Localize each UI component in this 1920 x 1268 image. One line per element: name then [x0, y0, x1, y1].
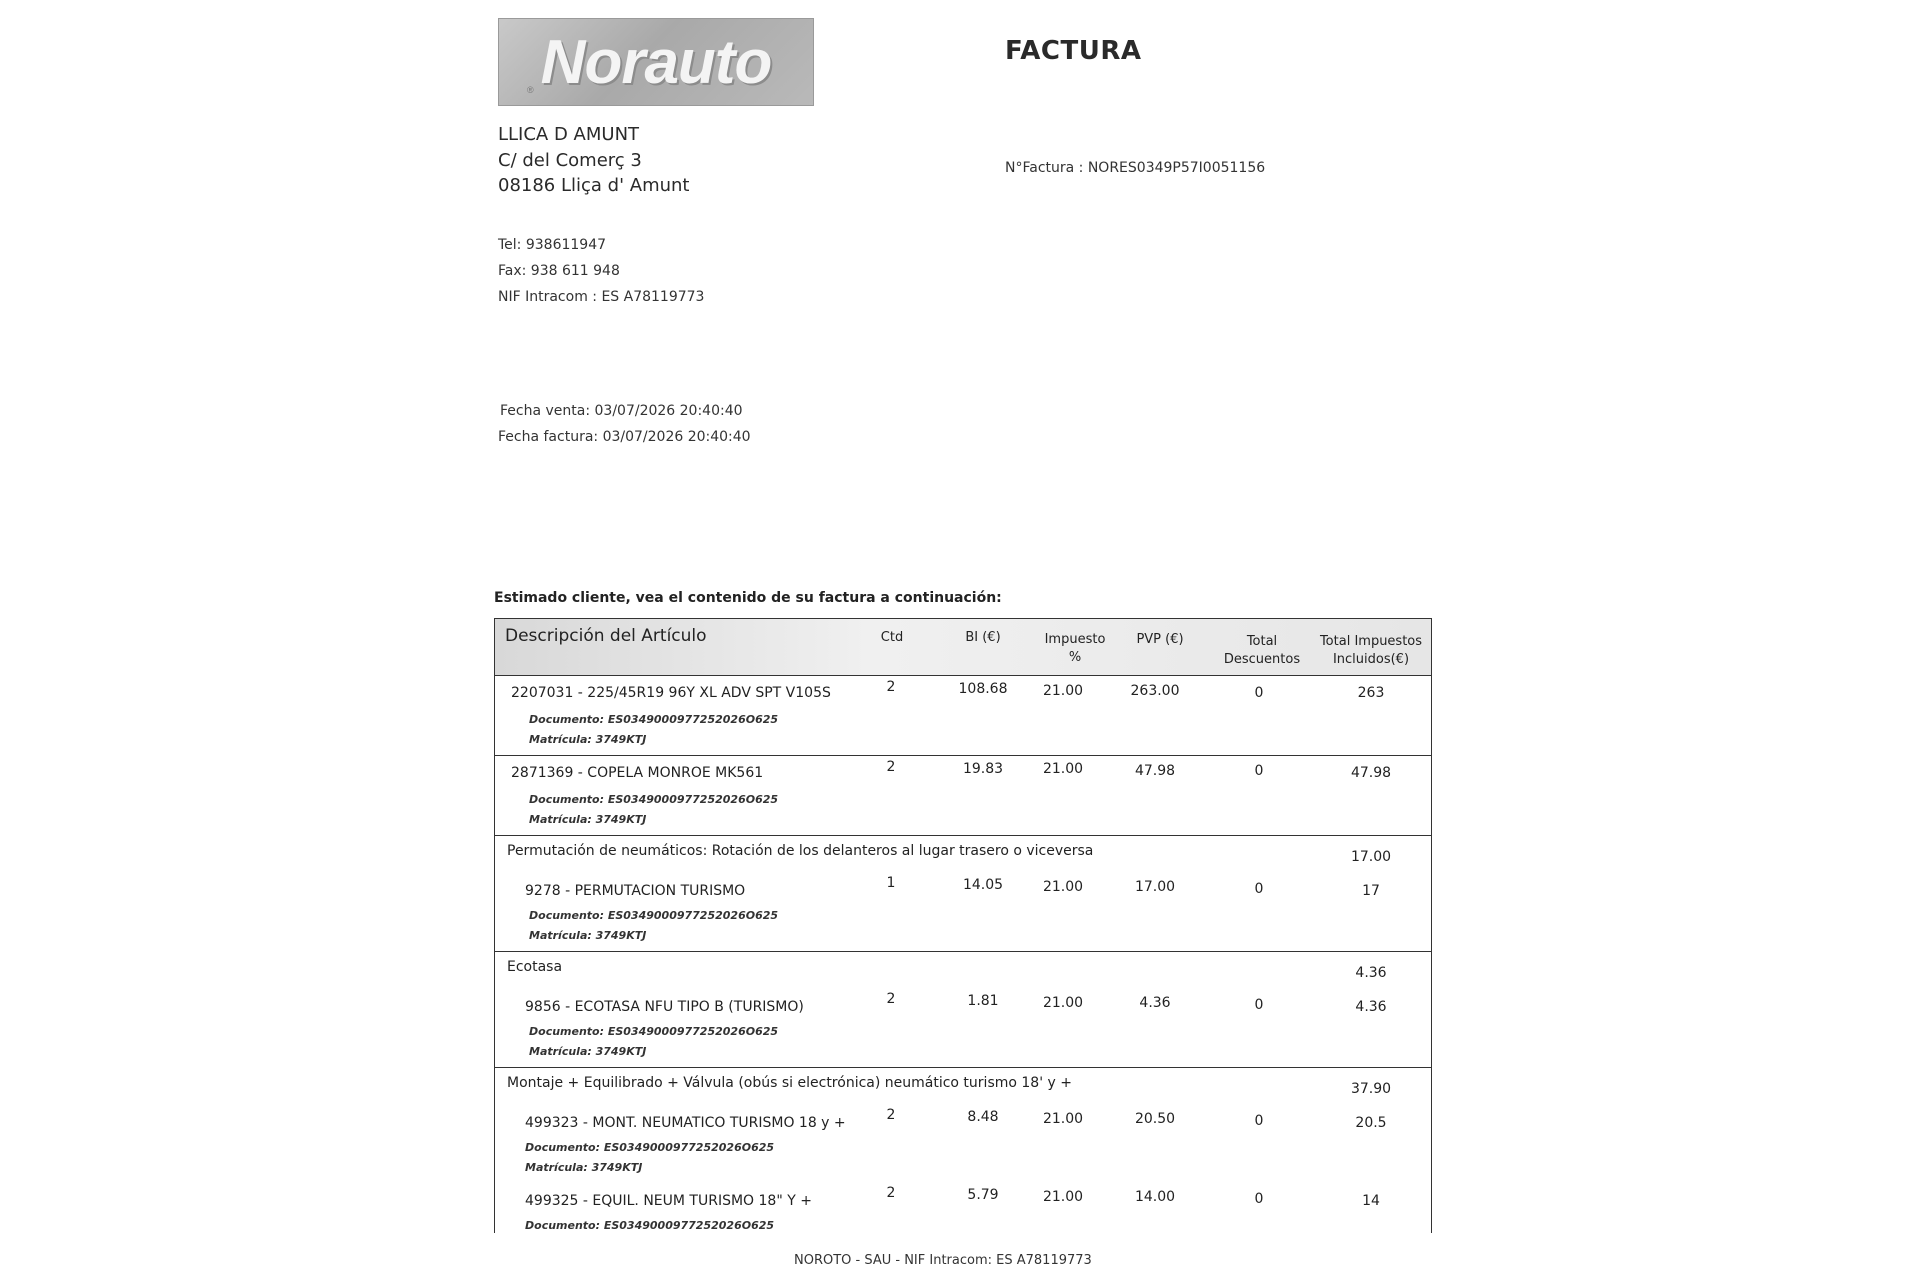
header-description: Descripción del Artículo — [505, 626, 707, 646]
row-plate: Matrícula: 3749KTJ — [529, 813, 647, 826]
row-discount: 0 — [1254, 1191, 1264, 1207]
store-street: C/ del Comerç 3 — [498, 150, 642, 171]
row-description: 499325 - EQUIL. NEUM TURISMO 18" Y + — [525, 1193, 812, 1209]
row-discount: 0 — [1254, 685, 1264, 701]
row-pvp: 20.50 — [1134, 1111, 1176, 1127]
header-tax-line2: % — [1068, 650, 1082, 665]
store-tel: Tel: 938611947 — [498, 237, 607, 253]
header-qty: Ctd — [880, 630, 904, 645]
invoice-date: Fecha factura: 03/07/2026 20:40:40 — [498, 429, 751, 445]
row-description: 9278 - PERMUTACION TURISMO — [525, 883, 746, 899]
row-bi: 1.81 — [967, 993, 999, 1009]
row-pvp: 4.36 — [1139, 995, 1171, 1011]
intro-text: Estimado cliente, vea el contenido de su factura a continuación: — [494, 590, 1002, 606]
row-description: 499323 - MONT. NEUMATICO TURISMO 18 y + — [525, 1115, 846, 1131]
header-total-line1: Total Impuestos — [1319, 634, 1423, 649]
row-qty: 2 — [886, 759, 896, 775]
store-name: LLICA D AMUNT — [498, 124, 640, 145]
group-total: 37.90 — [1350, 1081, 1392, 1097]
row-bi: 108.68 — [958, 681, 1008, 697]
group-total: 17.00 — [1350, 849, 1392, 865]
store-nif: NIF Intracom : ES A78119773 — [498, 289, 705, 305]
row-total: 4.36 — [1355, 999, 1387, 1015]
footer: NOROTO - SAU - NIF Intracom: ES A78119773 — [794, 1253, 1092, 1268]
row-discount: 0 — [1254, 881, 1264, 897]
row-pvp: 47.98 — [1134, 763, 1176, 779]
header-bi: BI (€) — [965, 630, 1001, 645]
row-separator — [495, 951, 1431, 952]
header-discounts-line1: Total — [1246, 634, 1278, 649]
row-document: Documento: ES0349000977252026O625 — [525, 1141, 775, 1154]
document-title: FACTURA — [1005, 36, 1142, 66]
row-document: Documento: ES0349000977252026O625 — [529, 793, 779, 806]
row-pvp: 17.00 — [1134, 879, 1176, 895]
invoice-number: N°Factura : NORES0349P57I0051156 — [1005, 160, 1266, 176]
header-pvp: PVP (€) — [1136, 632, 1184, 647]
row-description: 9856 - ECOTASA NFU TIPO B (TURISMO) — [525, 999, 804, 1015]
row-description: 2871369 - COPELA MONROE MK561 — [511, 765, 764, 781]
row-qty: 2 — [886, 991, 896, 1007]
row-bi: 19.83 — [962, 761, 1004, 777]
row-discount: 0 — [1254, 763, 1264, 779]
row-separator — [495, 1067, 1431, 1068]
store-fax: Fax: 938 611 948 — [498, 263, 620, 279]
header-total — [1313, 633, 1429, 669]
header-tax-line1: Impuesto — [1044, 632, 1106, 647]
group-label: Montaje + Equilibrado + Válvula (obús si electrónica) neumático turismo 18' y + — [507, 1075, 1072, 1091]
row-tax: 21.00 — [1042, 995, 1084, 1011]
header-tax — [1025, 631, 1125, 667]
row-pvp: 263.00 — [1130, 683, 1180, 699]
items-table — [494, 618, 1432, 1233]
row-discount: 0 — [1254, 997, 1264, 1013]
row-separator — [495, 755, 1431, 756]
logo-text: Norauto — [540, 27, 772, 97]
row-tax: 21.00 — [1042, 761, 1084, 777]
group-label: Permutación de neumáticos: Rotación de los delanteros al lugar trasero o viceversa — [507, 843, 1094, 859]
row-discount: 0 — [1254, 1113, 1264, 1129]
row-tax: 21.00 — [1042, 879, 1084, 895]
header-discounts-line2: Descuentos — [1223, 652, 1301, 667]
sale-date: Fecha venta: 03/07/2026 20:40:40 — [500, 403, 743, 419]
header-total-line2: Incluidos(€) — [1332, 652, 1410, 667]
group-total: 4.36 — [1355, 965, 1387, 981]
row-separator — [495, 835, 1431, 836]
row-document: Documento: ES0349000977252026O625 — [529, 1025, 779, 1038]
store-city: 08186 Lliça d' Amunt — [498, 175, 690, 196]
row-plate: Matrícula: 3749KTJ — [529, 733, 647, 746]
row-document: Documento: ES0349000977252026O625 — [525, 1219, 775, 1232]
header-discounts — [1207, 633, 1317, 669]
row-qty: 2 — [886, 1107, 896, 1123]
row-total: 14 — [1362, 1193, 1380, 1209]
row-qty: 2 — [886, 679, 896, 695]
row-description: 2207031 - 225/45R19 96Y XL ADV SPT V105S — [511, 685, 831, 701]
row-total: 47.98 — [1350, 765, 1392, 781]
row-bi: 14.05 — [962, 877, 1004, 893]
row-plate: Matrícula: 3749KTJ — [529, 1045, 647, 1058]
row-tax: 21.00 — [1042, 1111, 1084, 1127]
row-tax: 21.00 — [1042, 1189, 1084, 1205]
row-total: 20.5 — [1355, 1115, 1387, 1131]
row-total: 17 — [1362, 883, 1380, 899]
row-total: 263 — [1357, 685, 1385, 701]
row-plate: Matrícula: 3749KTJ — [529, 929, 647, 942]
row-document: Documento: ES0349000977252026O625 — [529, 713, 779, 726]
row-document: Documento: ES0349000977252026O625 — [529, 909, 779, 922]
table-header — [495, 619, 1431, 676]
row-tax: 21.00 — [1042, 683, 1084, 699]
row-plate: Matrícula: 3749KTJ — [525, 1161, 643, 1174]
group-label: Ecotasa — [507, 959, 563, 975]
row-bi: 8.48 — [967, 1109, 999, 1125]
row-bi: 5.79 — [967, 1187, 999, 1203]
norauto-logo — [498, 18, 814, 106]
registered-mark-icon: ® — [527, 85, 533, 95]
row-qty: 2 — [886, 1185, 896, 1201]
row-pvp: 14.00 — [1134, 1189, 1176, 1205]
row-qty: 1 — [886, 875, 896, 891]
